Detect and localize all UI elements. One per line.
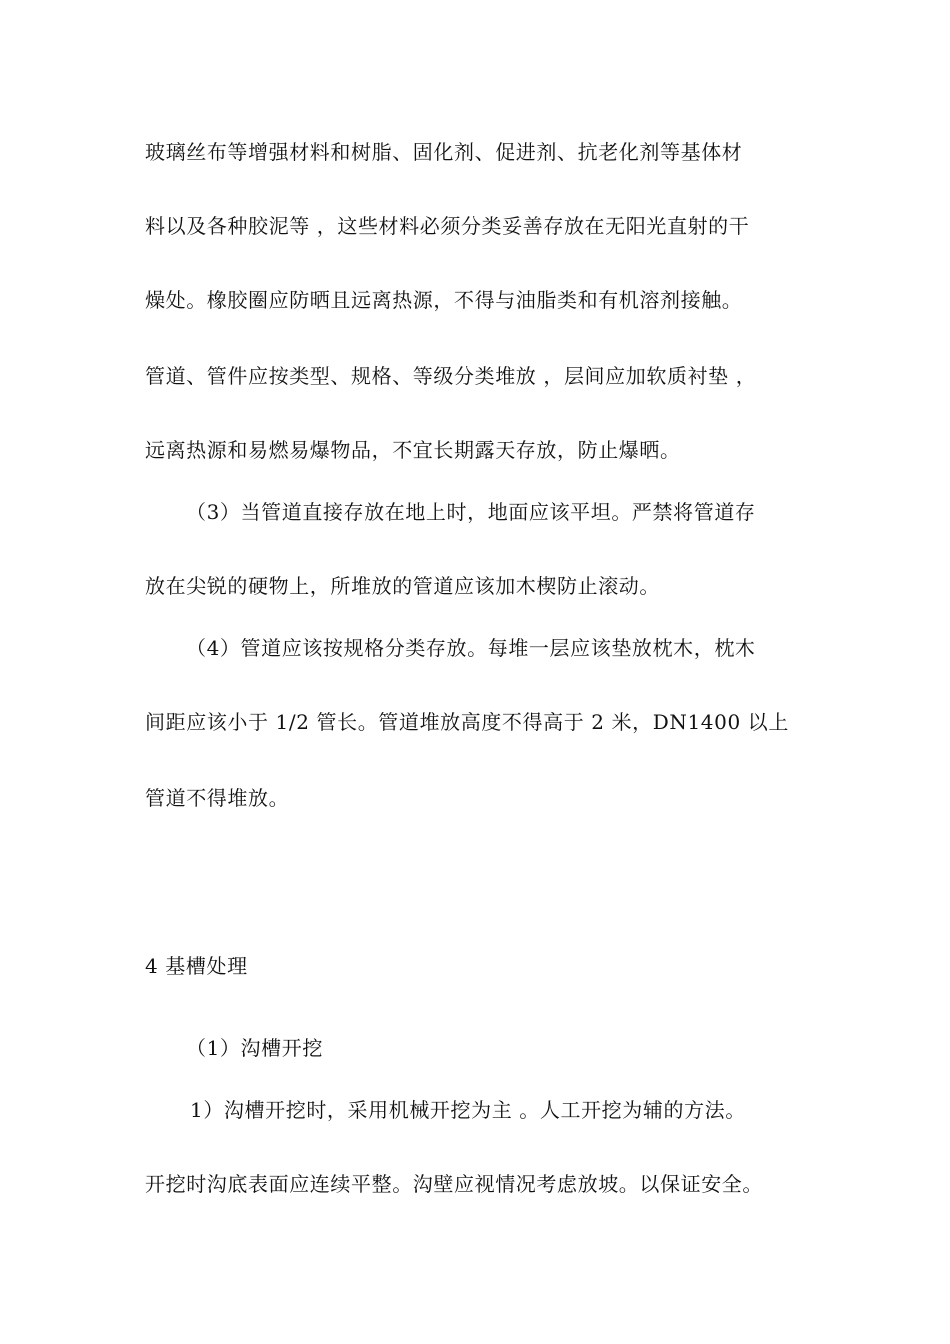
subsection-heading: （1）沟槽开挖	[186, 1036, 323, 1060]
paragraph-line: 管道、管件应按类型、规格、等级分类堆放 ，层间应加软质衬垫 ，	[145, 364, 757, 388]
paragraph-line: 管道不得堆放。	[145, 786, 290, 810]
paragraph-line: 放在尖锐的硬物上，所堆放的管道应该加木楔防止滚动。	[145, 574, 660, 598]
paragraph-line: 玻璃丝布等增强材料和树脂、固化剂、促进剂、抗老化剂等基体材	[145, 140, 743, 164]
paragraph-line-item-3: （3）当管道直接存放在地上时，地面应该平坦。严禁将管道存	[186, 500, 756, 524]
paragraph-line: 料以及各种胶泥等 ，这些材料必须分类妥善存放在无阳光直射的干	[145, 214, 750, 238]
paragraph-line: 远离热源和易燃易爆物品，不宜长期露天存放，防止爆晒。	[145, 438, 681, 462]
paragraph-line-item-4: （4）管道应该按规格分类存放。每堆一层应该垫放枕木，枕木	[186, 636, 756, 660]
paragraph-line: 燥处。橡胶圈应防晒且远离热源，不得与油脂类和有机溶剂接触。	[145, 288, 743, 312]
paragraph-line: 间距应该小于 1/2 管长。管道堆放高度不得高于 2 米，DN1400 以上	[145, 710, 789, 734]
section-heading: 4 基槽处理	[145, 954, 248, 978]
paragraph-line: 开挖时沟底表面应连续平整。沟壁应视情况考虑放坡。以保证安全。	[145, 1172, 763, 1196]
paragraph-line: 1）沟槽开挖时，采用机械开挖为主 。人工开挖为辅的方法。	[190, 1098, 746, 1122]
